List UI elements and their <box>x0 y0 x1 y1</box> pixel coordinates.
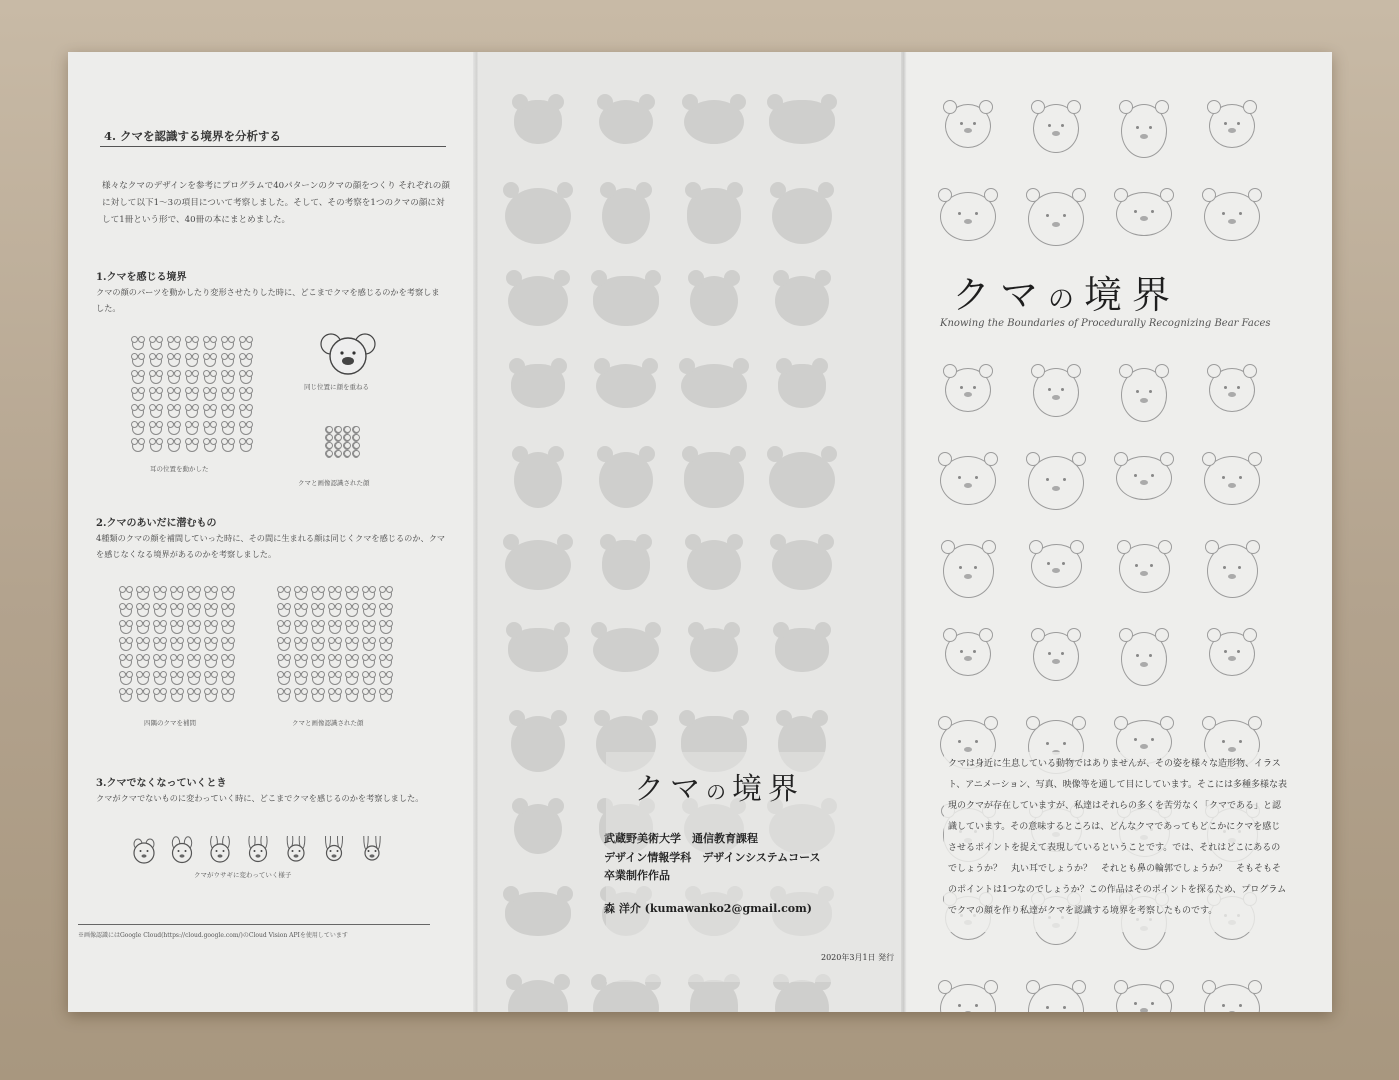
mini-bear-face-icon <box>363 690 375 702</box>
bear-line-face <box>1121 368 1167 422</box>
mini-bear-face-icon <box>380 673 392 685</box>
mini-bear-face-icon <box>137 605 149 617</box>
mini-bear-face-icon <box>329 656 341 668</box>
mini-bear-face-icon <box>295 656 307 668</box>
middle-panel <box>476 52 904 1012</box>
mini-bear-face-icon <box>295 588 307 600</box>
mini-bear-face-icon <box>205 605 217 617</box>
mini-bear-face-icon <box>120 639 132 651</box>
bear-silhouette <box>511 364 565 408</box>
mini-bear-face-icon <box>186 355 198 367</box>
mini-bear-face-icon <box>205 588 217 600</box>
mini-bear-face-icon <box>380 639 392 651</box>
caption-overlap: 同じ位置に顔を重ねる <box>304 383 369 391</box>
left-panel <box>68 52 476 1012</box>
english-subtitle: Knowing the Boundaries of Procedurally Recognizing Bear Faces <box>940 318 1271 329</box>
bear-line-face <box>1033 104 1079 153</box>
department-line: デザイン情報学科 デザインシステムコース <box>604 851 821 864</box>
mini-bear-face-icon <box>380 622 392 634</box>
mini-bear-face-icon <box>120 588 132 600</box>
section1-text: クマの顔のパーツを動かしたり変形させたりした時に、どこまでクマを感じるのかを考察しました。 <box>96 287 440 313</box>
mini-bear-face-icon <box>363 639 375 651</box>
main-title <box>952 264 1180 319</box>
section3-title: 3.クマでなくなっていくとき <box>96 778 227 789</box>
mini-bear-face-icon <box>222 656 234 668</box>
bear-silhouette <box>684 100 744 144</box>
mini-bear-face-icon <box>363 673 375 685</box>
mini-bear-face-icon <box>329 622 341 634</box>
bear-line-face <box>1119 544 1170 593</box>
mini-bear-face-icon <box>204 423 216 435</box>
mini-bear-face-icon <box>168 338 180 350</box>
mini-bear-face-icon <box>132 423 144 435</box>
mini-bear-face-icon <box>186 372 198 384</box>
mini-bear-face-icon <box>154 673 166 685</box>
bear-silhouette <box>775 980 829 1012</box>
caption-interpolation: 四隅のクマを補間 <box>144 719 196 727</box>
cover-title-part2: 境界 <box>732 772 804 807</box>
bear-silhouette <box>508 276 568 326</box>
university-line: 武蔵野美術大学 通信教育課程 <box>604 832 758 845</box>
mini-bear-face-icon <box>137 690 149 702</box>
mini-bear-face-icon <box>240 423 252 435</box>
mini-bear-face-icon <box>205 690 217 702</box>
mini-bear-face-icon <box>312 605 324 617</box>
bear-line-face <box>1204 192 1260 241</box>
mini-bear-face-icon <box>188 639 200 651</box>
bear-silhouette <box>687 540 741 590</box>
mini-bear-face-icon <box>222 440 234 452</box>
mini-bear-face-icon <box>353 452 359 458</box>
mini-bear-face-icon <box>137 588 149 600</box>
bear-silhouette <box>602 540 650 590</box>
fold-crease-2 <box>901 52 907 1012</box>
mini-bear-face-icon <box>278 639 290 651</box>
bear-to-rabbit-sequence <box>130 836 430 866</box>
mini-bear-face-icon <box>346 673 358 685</box>
mini-bear-face-icon <box>120 690 132 702</box>
mini-bear-face-icon <box>278 588 290 600</box>
mini-bear-face-icon <box>171 588 183 600</box>
bear-silhouette <box>508 980 568 1012</box>
caption-bear-to-rabbit: クマがウサギに変わっていく様子 <box>194 871 292 879</box>
mini-bear-face-icon <box>222 622 234 634</box>
mini-bear-face-icon <box>346 588 358 600</box>
bear-line-face <box>1116 192 1172 236</box>
mini-bear-face-icon <box>132 338 144 350</box>
mini-bear-face-icon <box>204 440 216 452</box>
mini-bear-face-icon <box>132 440 144 452</box>
mini-bear-face-icon <box>120 605 132 617</box>
bear-line-face <box>1028 192 1084 246</box>
bear-line-face <box>1204 984 1260 1012</box>
morph-face-icon <box>282 836 310 864</box>
mini-bear-face-icon <box>329 639 341 651</box>
mini-bear-face-icon <box>154 639 166 651</box>
bear-line-face <box>1209 368 1255 412</box>
mini-bear-face-icon <box>222 406 234 418</box>
mini-bear-face-icon <box>240 389 252 401</box>
mini-bear-face-icon <box>295 605 307 617</box>
bear-silhouette <box>593 628 659 672</box>
mini-bear-face-icon <box>171 605 183 617</box>
section3-text: クマがクマでないものに変わっていく時に、どこまでクマを感じるのかを考察しました。 <box>96 793 424 803</box>
mini-bear-face-icon <box>335 452 341 458</box>
mini-bear-face-icon <box>295 639 307 651</box>
bear-line-face <box>1209 632 1255 676</box>
bear-silhouette <box>593 276 659 326</box>
mini-bear-face-icon <box>132 372 144 384</box>
morph-face-icon <box>206 836 234 864</box>
bear-line-face <box>943 544 994 598</box>
publish-date: 2020年3月1日 発行 <box>821 953 895 962</box>
mini-bear-face-icon <box>150 372 162 384</box>
mini-bear-face-icon <box>150 389 162 401</box>
mini-bear-face-icon <box>132 406 144 418</box>
bear-line-face <box>1209 104 1255 148</box>
mini-bear-face-icon <box>222 423 234 435</box>
mini-bear-face-icon <box>278 673 290 685</box>
bear-line-face <box>1116 456 1172 500</box>
bear-silhouette <box>505 188 571 244</box>
cover-title <box>634 764 804 808</box>
mini-bear-face-icon <box>132 355 144 367</box>
bear-silhouette <box>599 452 653 508</box>
mini-bear-face-icon <box>380 588 392 600</box>
bear-line-face <box>945 104 991 148</box>
mini-bear-face-icon <box>137 656 149 668</box>
bear-line-face <box>940 192 996 241</box>
mini-bear-face-icon <box>240 355 252 367</box>
mini-bear-face-icon <box>346 690 358 702</box>
bear-line-face <box>1033 368 1079 417</box>
mini-bear-face-icon <box>329 605 341 617</box>
bear-line-face <box>1028 456 1084 510</box>
bear-line-face <box>945 368 991 412</box>
mini-bear-face-icon <box>204 389 216 401</box>
bear-line-face <box>940 456 996 505</box>
mini-bear-face-icon <box>222 338 234 350</box>
right-panel <box>904 52 1332 1012</box>
mini-bear-face-icon <box>312 673 324 685</box>
mini-bear-face-icon <box>150 440 162 452</box>
mini-bear-face-icon <box>188 690 200 702</box>
mini-bear-face-icon <box>205 656 217 668</box>
bear-silhouette <box>596 364 656 408</box>
bear-line-face <box>945 632 991 676</box>
mini-bear-face-icon <box>363 656 375 668</box>
mini-bear-face-icon <box>137 622 149 634</box>
bear-silhouette <box>514 100 562 144</box>
main-title-particle: の <box>1048 285 1085 315</box>
bear-silhouette <box>772 540 832 590</box>
morph-face-icon <box>320 836 348 864</box>
mini-bear-face-icon <box>188 588 200 600</box>
mini-bear-face-icon <box>120 622 132 634</box>
bear-silhouette <box>769 452 835 508</box>
mini-bear-face-icon <box>240 338 252 350</box>
ear-position-grid <box>132 338 258 457</box>
mini-bear-face-icon <box>240 406 252 418</box>
morph-face-icon <box>244 836 272 864</box>
overlapped-bear-icon <box>318 328 378 380</box>
mini-bear-face-icon <box>150 406 162 418</box>
bear-silhouette <box>690 276 738 326</box>
bear-line-face <box>1028 984 1084 1012</box>
mini-bear-face-icon <box>205 622 217 634</box>
mini-bear-face-icon <box>171 639 183 651</box>
mini-bear-face-icon <box>171 690 183 702</box>
mini-bear-face-icon <box>204 372 216 384</box>
bear-line-face <box>1121 632 1167 686</box>
bear-line-face <box>1207 544 1258 598</box>
bear-silhouette <box>687 188 741 244</box>
main-title-part2: 境界 <box>1084 273 1181 317</box>
mini-bear-face-icon <box>222 355 234 367</box>
mini-bear-face-icon <box>171 673 183 685</box>
mini-bear-face-icon <box>204 338 216 350</box>
mini-bear-face-icon <box>222 588 234 600</box>
mini-bear-face-icon <box>186 423 198 435</box>
mini-bear-face-icon <box>312 588 324 600</box>
mini-bear-face-icon <box>168 389 180 401</box>
mini-bear-face-icon <box>329 690 341 702</box>
mini-bear-face-icon <box>326 452 332 458</box>
mini-bear-face-icon <box>380 690 392 702</box>
cover-title-part1: クマ <box>634 772 706 807</box>
mini-bear-face-icon <box>346 639 358 651</box>
mini-bear-face-icon <box>344 452 350 458</box>
bear-line-face <box>1033 632 1079 681</box>
recognized-faces-grid-2 <box>278 588 397 707</box>
mini-bear-face-icon <box>240 440 252 452</box>
fold-crease-1 <box>473 52 479 1012</box>
mini-bear-face-icon <box>278 622 290 634</box>
mini-bear-face-icon <box>168 355 180 367</box>
bear-line-face <box>940 984 996 1012</box>
morph-face-icon <box>130 836 158 864</box>
footnote: ※画像認識にはGoogle Cloud(https://cloud.google.com/)のCloud Vision APIを使用しています <box>78 932 348 939</box>
mini-bear-face-icon <box>186 338 198 350</box>
mini-bear-face-icon <box>363 622 375 634</box>
mini-bear-face-icon <box>168 406 180 418</box>
bear-silhouette <box>511 716 565 772</box>
mini-bear-face-icon <box>278 656 290 668</box>
mini-bear-face-icon <box>154 622 166 634</box>
section-heading: 4. クマを認識する境界を分析する <box>104 129 282 143</box>
bear-silhouette <box>602 188 650 244</box>
mini-bear-face-icon <box>186 440 198 452</box>
mini-bear-face-icon <box>222 605 234 617</box>
mini-bear-face-icon <box>154 690 166 702</box>
bear-silhouette <box>775 628 829 672</box>
mini-bear-face-icon <box>168 372 180 384</box>
mini-bear-face-icon <box>295 673 307 685</box>
mini-bear-face-icon <box>380 605 392 617</box>
mini-bear-face-icon <box>137 673 149 685</box>
mini-bear-face-icon <box>312 622 324 634</box>
mini-bear-face-icon <box>346 605 358 617</box>
mini-bear-face-icon <box>120 656 132 668</box>
morph-face-icon <box>168 836 196 864</box>
mini-bear-face-icon <box>150 423 162 435</box>
tri-fold-leaflet <box>68 52 1332 1012</box>
mini-bear-face-icon <box>171 656 183 668</box>
mini-bear-face-icon <box>204 406 216 418</box>
interpolation-grid <box>120 588 239 707</box>
section2-text: 4種類のクマの顔を補間していった時に、その間に生まれる顔は同じくクマを感じるのか、クマを感じなくなる境界があるのかを考察しました。 <box>96 533 446 559</box>
mini-bear-face-icon <box>295 622 307 634</box>
author-line: 森 洋介 (kumawanko2@gmail.com) <box>604 902 812 915</box>
mini-bear-face-icon <box>188 622 200 634</box>
mini-bear-face-icon <box>312 656 324 668</box>
mini-bear-face-icon <box>363 588 375 600</box>
mini-bear-face-icon <box>188 656 200 668</box>
mini-bear-face-icon <box>186 406 198 418</box>
cover-title-particle: の <box>706 780 732 804</box>
mini-bear-face-icon <box>188 673 200 685</box>
mini-bear-face-icon <box>278 690 290 702</box>
mini-bear-face-icon <box>346 656 358 668</box>
mini-bear-face-icon <box>222 690 234 702</box>
caption-recognized-1: クマと画像認識された顔 <box>298 479 370 487</box>
mini-bear-face-icon <box>204 355 216 367</box>
mini-bear-face-icon <box>154 656 166 668</box>
bear-silhouette <box>778 364 826 408</box>
recognized-faces-grid-1 <box>326 428 362 460</box>
bear-line-face <box>1116 984 1172 1012</box>
bear-line-face <box>1121 104 1167 158</box>
caption-recognized-2: クマと画像認識された顔 <box>292 719 364 727</box>
bear-silhouette <box>690 628 738 672</box>
bear-silhouette <box>772 188 832 244</box>
mini-bear-face-icon <box>205 639 217 651</box>
mini-bear-face-icon <box>154 588 166 600</box>
mini-bear-face-icon <box>295 690 307 702</box>
mini-bear-face-icon <box>171 622 183 634</box>
mini-bear-face-icon <box>168 440 180 452</box>
morph-face-icon <box>358 836 386 864</box>
mini-bear-face-icon <box>278 605 290 617</box>
mini-bear-face-icon <box>222 389 234 401</box>
mini-bear-face-icon <box>186 389 198 401</box>
bear-silhouette <box>505 540 571 590</box>
mini-bear-face-icon <box>188 605 200 617</box>
bear-silhouette <box>684 452 744 508</box>
work-type-line: 卒業制作作品 <box>604 869 670 882</box>
body-text: クマは身近に生息している動物ではありませんが、その姿を様々な造形物、イラスト、アニメーション、写真、映像等を通して目にしています。そこには多種多様な表現のクマが存在していますが、私達はそれらの多くを苦労なく「クマである」と認識しています。その意味するところは、どんなクマであってもどこかにクマを感じさせるポイントを捉えて表現しているということです。では、それはどこにあるのでしょうか？ 丸い耳でしょうか？ それとも鼻の輪郭でしょうか？ そもそもそのポイントは1つなのでしょうか？この作品はそのポイントを探るため、プログラムでクマの顔を作り私達がクマを認識する境界を考察したものです。 <box>948 759 1287 916</box>
footnote-rule <box>78 924 430 925</box>
mini-bear-face-icon <box>380 656 392 668</box>
mini-bear-face-icon <box>120 673 132 685</box>
intro-text: 様々なクマのデザインを参考にプログラムで40パターンのクマの顔をつくり それぞれの顔に対して以下1〜3の項目について考察しました。そして、その考察を1つのクマの顔に対して1冊という形で、40冊の本にまとめました。 <box>102 181 450 225</box>
bear-silhouette <box>514 804 562 854</box>
mini-bear-face-icon <box>154 605 166 617</box>
mini-bear-face-icon <box>222 673 234 685</box>
bear-silhouette <box>505 892 571 936</box>
heading-rule <box>100 146 446 147</box>
mini-bear-face-icon <box>222 639 234 651</box>
section1-title: 1.クマを感じる境界 <box>96 272 187 283</box>
bear-silhouette <box>775 276 829 326</box>
mini-bear-face-icon <box>329 673 341 685</box>
mini-bear-face-icon <box>137 639 149 651</box>
mini-bear-face-icon <box>312 639 324 651</box>
mini-bear-face-icon <box>205 673 217 685</box>
mini-bear-face-icon <box>346 622 358 634</box>
mini-bear-face-icon <box>222 372 234 384</box>
mini-bear-face-icon <box>150 338 162 350</box>
caption-ear-position: 耳の位置を動かした <box>150 465 209 473</box>
bear-silhouette <box>599 100 653 144</box>
bear-silhouette <box>508 628 568 672</box>
bear-silhouette <box>681 364 747 408</box>
bear-silhouette <box>514 452 562 508</box>
mini-bear-face-icon <box>240 372 252 384</box>
mini-bear-face-icon <box>132 389 144 401</box>
section2-title: 2.クマのあいだに潜むもの <box>96 518 217 529</box>
bear-silhouette <box>593 980 659 1012</box>
bear-silhouette <box>769 100 835 144</box>
bear-line-face <box>1204 456 1260 505</box>
mini-bear-face-icon <box>363 605 375 617</box>
mini-bear-face-icon <box>329 588 341 600</box>
bear-silhouette <box>690 980 738 1012</box>
main-title-part1: クマ <box>952 273 1049 317</box>
mini-bear-face-icon <box>312 690 324 702</box>
bear-line-face <box>1031 544 1082 588</box>
mini-bear-face-icon <box>168 423 180 435</box>
mini-bear-face-icon <box>150 355 162 367</box>
